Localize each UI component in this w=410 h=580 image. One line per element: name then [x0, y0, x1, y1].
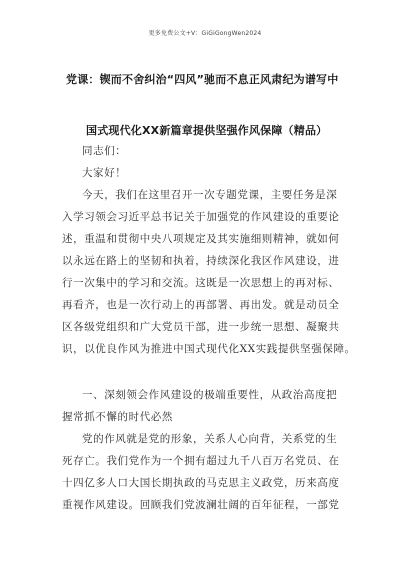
section-heading-line: 一、深刻领会作风建设的极端重要性，从政治高度把: [82, 389, 338, 401]
body-line: 死存亡。我们党作为一个拥有超过九千八百万名党员、在: [62, 455, 340, 467]
intro-line: 识，以优良作风为推进中国式现代化XX实践提供坚强保障。: [62, 343, 356, 355]
intro-line: 今天，我们在这里召开一次专题党课，主要任务是深: [82, 189, 338, 201]
header-note: 更多免费公文+V：GiGiGongWen2024: [148, 30, 262, 37]
document-title-line-1: 党课：锲而不舍纠治“四风”驰而不息正风肃纪为谱写中: [66, 73, 339, 86]
body-line: 党的作风就是党的形象，关系人心向背，关系党的生: [82, 433, 338, 445]
intro-paragraph: [62, 184, 356, 360]
greeting-salutation: 同志们：: [82, 145, 127, 157]
intro-line: 行一次集中的学习和交流。这既是一次思想上的再对标、: [62, 277, 340, 289]
intro-line: 区各级党组织和广大党员干部，进一步统一思想、凝聚共: [62, 321, 340, 333]
section-heading-line: 握常抓不懈的时代必然: [62, 411, 173, 423]
body-line: 十四亿多人口大国长期执政的马克思主义政党，历来高度: [62, 477, 340, 489]
intro-line: 入学习领会习近平总书记关于加强党的作风建设的重要论: [62, 211, 340, 223]
greeting-hello: 大家好！: [82, 167, 127, 179]
section-body-paragraph: [62, 428, 356, 516]
section-heading: [62, 384, 356, 428]
body-line: 重视作风建设。回顾我们党波澜壮阔的百年征程，一部党: [62, 499, 340, 511]
intro-line: 述，重温和贯彻中央八项规定及其实施细则精神，就如何: [62, 233, 340, 245]
intro-line: 再看齐，也是一次行动上的再部署、再出发。就是动员全: [62, 299, 340, 311]
intro-line: 以永远在路上的坚韧和执着，持续深化我区作风建设，进: [62, 255, 340, 267]
document-title-line-2: 国式现代化XX新篇章提供坚强作风保障（精品）: [86, 124, 328, 137]
